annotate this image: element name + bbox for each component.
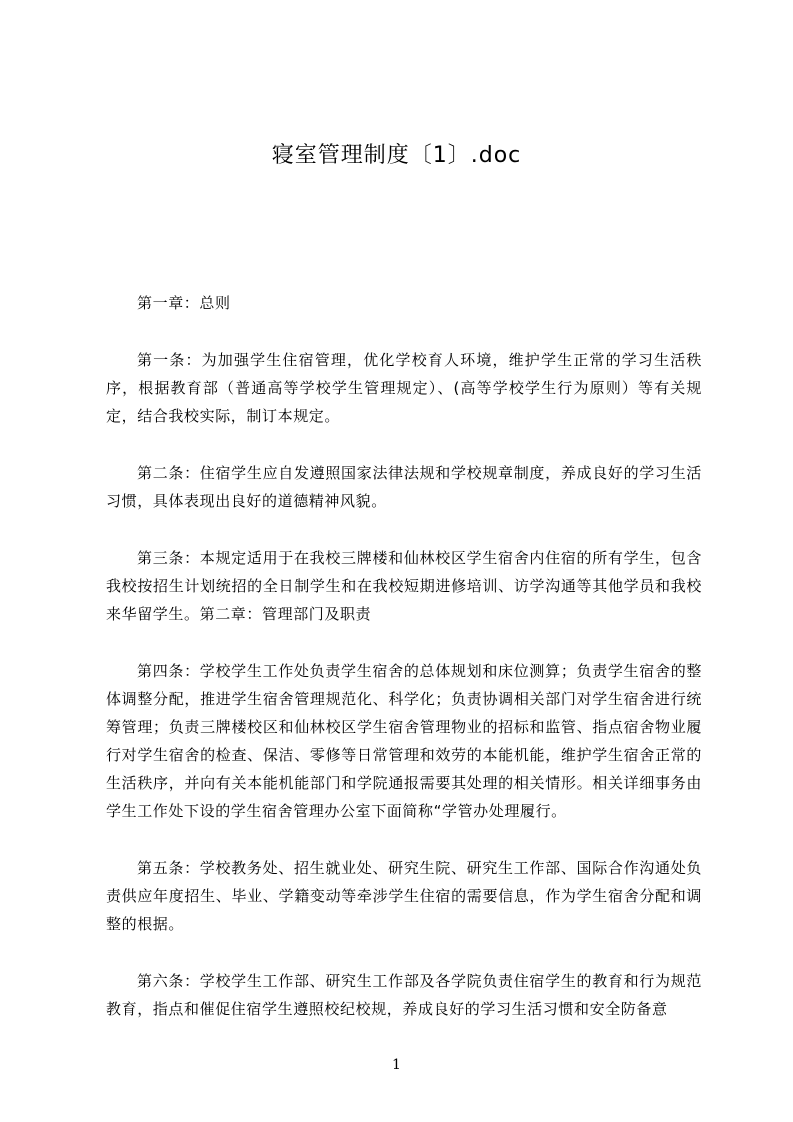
page-number: 1 (392, 1057, 401, 1073)
article-2: 第二条：住宿学生应自发遵照国家法律法规和学校规章制度，养成良好的学习生活习惯，具体表现出良好的道德精神风貌。 (106, 464, 702, 510)
chapter-heading: 第一章：总则 (137, 294, 231, 312)
article-4: 第四条：学校学生工作处负责学生宿舍的总体规划和床位测算；负责学生宿舍的整体调整分配，推进学生宿舍管理规范化、科学化；负责协调相关部门对学生宿舍进行统筹管理；负责三牌楼校区和仙林校区学生宿舍管理物业的招标和监管、指点宿舍物业履行对学生宿舍的检查、保洁、零修等日常管理和效劳的本能机能，维护学生宿舍正常的生活秩序，并向有关本能机能部门和学院通报需要其处理的相关情形。相关详细事务由学生工作处下设的学生宿舍管理办公室下面简称“学管办处理履行。 (106, 662, 702, 820)
article-5: 第五条：学校教务处、招生就业处、研究生院、研究生工作部、国际合作沟通处负责供应年度招生、毕业、学籍变动等牵涉学生住宿的需要信息，作为学生宿舍分配和调整的根据。 (106, 859, 702, 933)
article-1: 第一条：为加强学生住宿管理，优化学校育人环境，维护学生正常的学习生活秩序，根据教育部（普通高等学校学生管理规定）、(高等学校学生行为原则）等有关规定，结合我校实际，制订本规定。 (106, 351, 702, 425)
article-6: 第六条：学校学生工作部、研究生工作部及各学院负责住宿学生的教育和行为规范教育，指点和催促住宿学生遵照校纪校规，养成良好的学习生活习惯和安全防备意 (106, 972, 702, 1018)
document-title: 寝室管理制度〔1〕.doc (271, 143, 522, 168)
article-3: 第三条：本规定适用于在我校三牌楼和仙林校区学生宿舍内住宿的所有学生，包含我校按招生计划统招的全日制学生和在我校短期进修培训、访学沟通等其他学员和我校来华留学生。第二章：管理部门及职责 (106, 549, 702, 623)
document-body (106, 289, 702, 1052)
